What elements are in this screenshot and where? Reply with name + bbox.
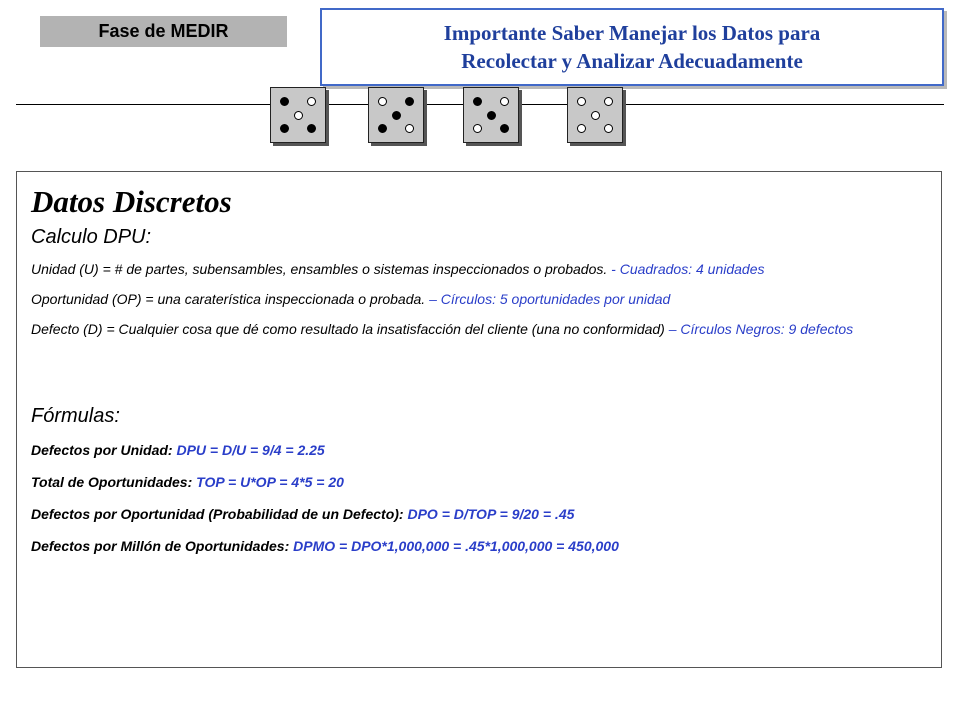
formula-dpmo (31, 536, 927, 556)
formula-label: Total de Oportunidades: (31, 474, 193, 490)
dot-opportunity-icon (577, 97, 586, 106)
die-2 (368, 87, 424, 143)
dot-defect-icon (280, 97, 289, 106)
formula-expr: TOP = U*OP = 4*5 = 20 (192, 474, 344, 490)
dot-opportunity-icon (591, 111, 600, 120)
formula-label: Defectos por Millón de Oportunidades: (31, 538, 290, 554)
definition-note: – Círculos: 5 oportunidades por unidad (425, 291, 671, 307)
definition-label: Oportunidad (OP) = una caraterística inspeccionada o probada. (31, 291, 426, 307)
dot-opportunity-icon (473, 124, 482, 133)
title-line-1: Importante Saber Manejar los Datos para (443, 21, 821, 45)
phase-badge: Fase de MEDIR (40, 16, 287, 47)
die-1 (270, 87, 326, 143)
formula-label: Defectos por Oportunidad (Probabilidad de un Defecto): (31, 506, 404, 522)
definition-opportunity (31, 289, 927, 309)
dot-opportunity-icon (604, 124, 613, 133)
formula-dpo (31, 504, 927, 524)
formula-top (31, 472, 927, 492)
title-line-2: Recolectar y Analizar Adecuadamente (461, 49, 803, 73)
definition-label: Unidad (U) = # de partes, subensambles, ensambles o sistemas inspeccionados o probados. (31, 261, 608, 277)
formulas-heading: Fórmulas: (31, 405, 120, 427)
definition-defect (31, 319, 927, 339)
dot-defect-icon (500, 124, 509, 133)
definition-note: - Cuadrados: 4 unidades (607, 261, 765, 277)
section-title: Datos Discretos (31, 184, 232, 219)
dot-opportunity-icon (500, 97, 509, 106)
dot-opportunity-icon (577, 124, 586, 133)
formula-dpu (31, 440, 927, 460)
die-3 (463, 87, 519, 143)
dot-defect-icon (378, 124, 387, 133)
dpu-heading: Calculo DPU: (31, 226, 152, 248)
die-4 (567, 87, 623, 143)
dot-opportunity-icon (294, 111, 303, 120)
content-box (16, 171, 942, 668)
dot-defect-icon (307, 124, 316, 133)
formula-label: Defectos por Unidad: (31, 442, 173, 458)
dot-opportunity-icon (405, 124, 414, 133)
dot-opportunity-icon (378, 97, 387, 106)
dot-defect-icon (392, 111, 401, 120)
definition-label: Defecto (D) = Cualquier cosa que dé como resultado la insatisfacción del cliente (una no conformidad) (31, 321, 665, 337)
dot-defect-icon (280, 124, 289, 133)
formula-expr: DPMO = DPO*1,000,000 = .45*1,000,000 = 450,000 (289, 538, 619, 554)
definition-note: – Círculos Negros: 9 defectos (664, 321, 854, 337)
slide-title (320, 8, 944, 86)
definition-unit (31, 259, 927, 279)
dot-defect-icon (473, 97, 482, 106)
dot-defect-icon (487, 111, 496, 120)
formula-expr: DPO = D/TOP = 9/20 = .45 (403, 506, 575, 522)
dot-defect-icon (405, 97, 414, 106)
dot-opportunity-icon (604, 97, 613, 106)
dot-opportunity-icon (307, 97, 316, 106)
formula-expr: DPU = D/U = 9/4 = 2.25 (172, 442, 325, 458)
